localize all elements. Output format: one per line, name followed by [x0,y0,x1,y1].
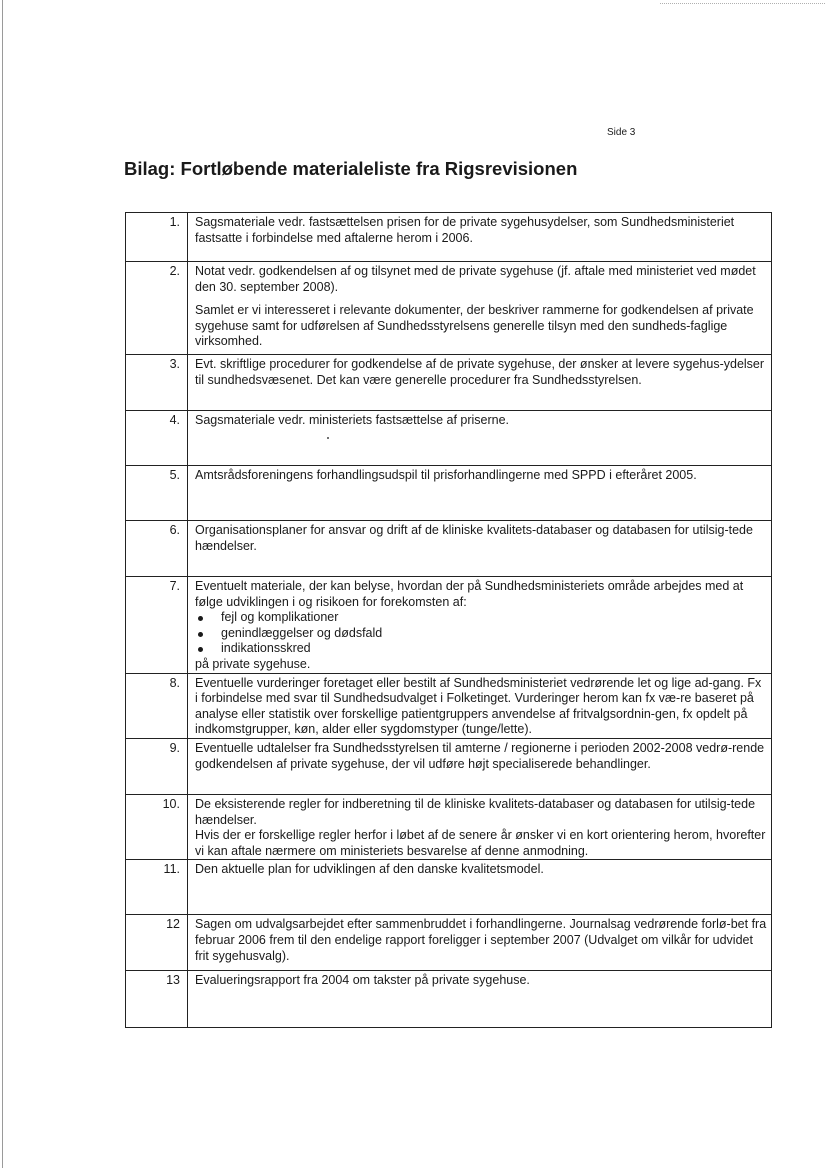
table-row [126,411,772,466]
row-text [188,738,772,794]
page-number: Side 3 [607,127,636,138]
row-text [188,577,772,674]
row-text [188,794,772,859]
table-row [126,466,772,521]
row-number: 13 [126,971,188,1028]
row-number: 6. [126,521,188,577]
table-row [126,577,772,674]
row-paragraph: Eventuelle udtalelser fra Sundhedsstyrelsen til amterne / regionerne i perioden 2002-2008 vedrø-rende godkendelsen af private sygehuse, der vil udføre højt specialiserede behandlinger. [195,740,765,771]
scan-speck [327,437,329,439]
row-paragraph: De eksisterende regler for indberetning til de kliniske kvalitets-databaser og databasen for utilsig-tede hændelser. [195,796,756,827]
row-text [188,915,772,971]
row-paragraph: Sagen om udvalgsarbejdet efter sammenbruddet i forhandlingerne. Journalsag vedrørende forlø-bet fra februar 2006 frem til den endelige rapport foreligger i september 2007 (Udvalget om vilkår for udvidet frit sygehusvalg). [195,917,767,963]
row-number: 5. [126,466,188,521]
table-row [126,738,772,794]
list-item [195,610,767,626]
row-text [188,971,772,1028]
row-text [188,521,772,577]
table-row [126,673,772,738]
bullet-icon [198,632,203,637]
row-text [188,411,772,466]
row-paragraph: Sagsmateriale vedr. ministeriets fastsættelse af priserne. [195,413,510,427]
row-paragraph: Hvis der er forskellige regler herfor i løbet af de senere år ønsker vi en kort orientering herom, hvorefter vi kan aftale nærmere om ministeriets besvarelse af denne anmodning. [195,828,766,858]
list-item-label: fejl og komplikationer [221,610,339,625]
row-number: 11. [126,860,188,915]
row-number: 2. [126,262,188,355]
row-paragraph: Evalueringsrapport fra 2004 om takster på private sygehuse. [195,973,530,988]
list-item-label: genindlæggelser og dødsfald [221,625,383,640]
table-row [126,262,772,355]
row-text [188,673,772,738]
page-title: Bilag: Fortløbende materialeliste fra Rigsrevisionen [124,158,578,179]
table-row [126,915,772,971]
row-paragraph: Eventuelle vurderinger foretaget eller bestilt af Sundhedsministeriet vedrørende let og lige ad-gang. Fx i forbindelse med svar til Sundhedsudvalget i Folketinget. Vurderinger herom kan fx væ-re baseret på analyse eller statistik over forskellige patientgruppers anvendelse af fritvalgsordnin-gen, fx opdelt på indkomstgrupper, køn, alder eller sygdomstyper (tunge/lette). [195,675,762,737]
row-paragraph: Evt. skriftlige procedurer for godkendelse af de private sygehuse, der ønsker at levere sygehus-ydelser til sundhedsvæsenet. Det kan være generelle procedurer fra Sundhedsstyrelsen. [195,357,765,387]
bullet-icon [198,616,203,621]
table-row [126,971,772,1028]
row-number: 8. [126,673,188,738]
row-number: 4. [126,411,188,466]
row-text [188,213,772,262]
row-text [188,262,772,355]
bullet-icon [198,647,203,652]
scan-artifact [660,3,825,5]
row-text [188,355,772,411]
table-row [126,521,772,577]
row-paragraph: Amtsrådsforeningens forhandlingsudspil til prisforhandlingerne med SPPD i efteråret 2005. [195,468,697,482]
row-number: 1. [126,213,188,262]
table-row [126,213,772,262]
row-number: 10. [126,794,188,859]
row-text [188,860,772,915]
list-item [195,641,767,657]
row-paragraph: Organisationsplaner for ansvar og drift af de kliniske kvalitets-databaser og databasen for utilsig-tede hændelser. [195,523,753,553]
table-row [126,355,772,411]
material-list-table [125,212,772,1028]
row-paragraph: Notat vedr. godkendelsen af og tilsynet med de private sygehuse (jf. aftale med ministeriet ved mødet den 30. september 2008). [195,264,756,294]
row-outro: på private sygehuse. [195,656,311,671]
row-text [188,466,772,521]
row-number: 3. [126,355,188,411]
row-intro: Eventuelt materiale, der kan belyse, hvordan der på Sundhedsministeriets område arbejdes med at følge udviklingen i og risikoen for forekomsten af: [195,579,744,609]
row-paragraph: Sagsmateriale vedr. fastsættelsen prisen for de private sygehusydelser, som Sundhedsministeriet fastsatte i forbindelse med aftalerne herom i 2006. [195,215,735,245]
row-number: 12 [126,915,188,971]
row-paragraph: Den aktuelle plan for udviklingen af den danske kvalitetsmodel. [195,862,544,877]
row-paragraph: Samlet er vi interesseret i relevante dokumenter, der beskriver rammerne for godkendelsen af private sygehuse samt for udførelsen af Sundhedsstyrelsens generelle tilsyn med den sundheds-faglige virksomhed. [195,303,754,349]
bullet-list [195,610,767,657]
table-row [126,794,772,859]
list-item-label: indikationsskred [221,641,311,656]
page-edge [2,0,3,1168]
list-item [195,626,767,642]
row-number: 7. [126,577,188,674]
row-number: 9. [126,738,188,794]
table-row [126,860,772,915]
